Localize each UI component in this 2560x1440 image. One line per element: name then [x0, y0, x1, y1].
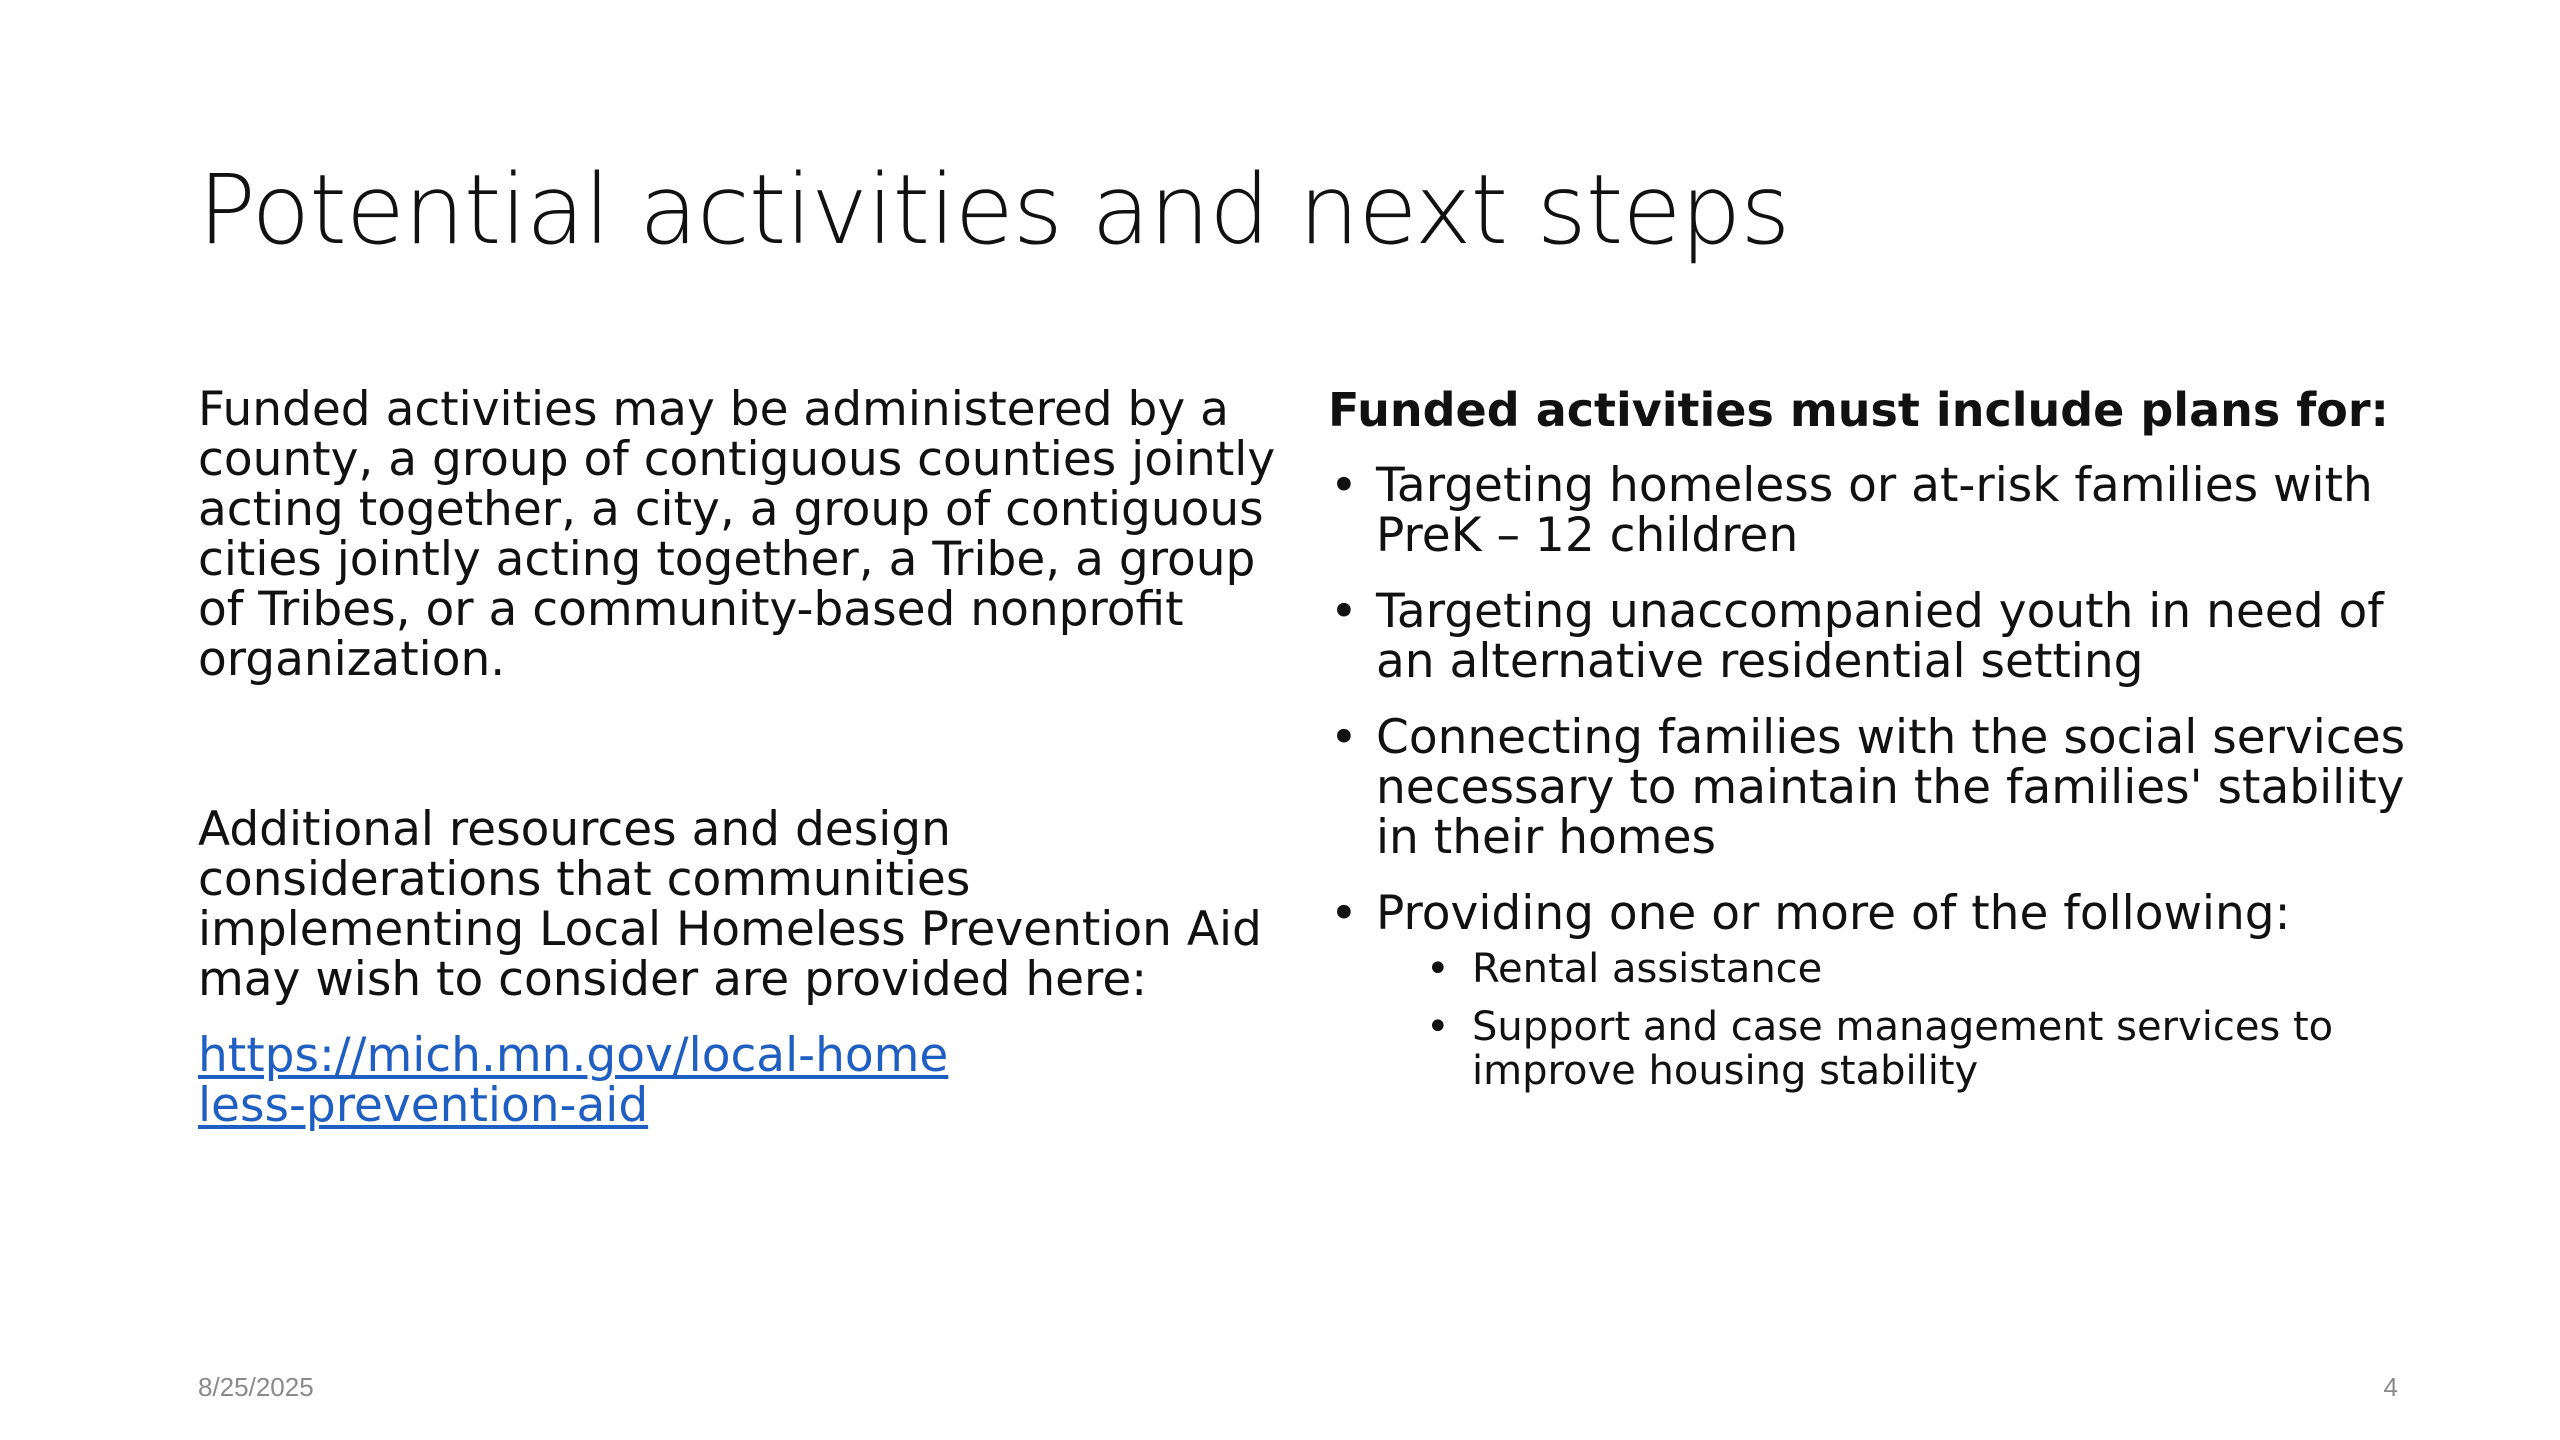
bullet-icon: •	[1330, 584, 1358, 639]
list-item-text: Targeting unaccompanied youth in need of an alternative residential setting	[1376, 584, 2384, 689]
sub-list-item	[1424, 1005, 2448, 1093]
left-column	[198, 382, 1278, 1133]
list-item-text: Connecting families with the social services necessary to maintain the families' stability in their homes	[1376, 710, 2406, 865]
list-item-text: Providing one or more of the following:	[1376, 886, 2291, 941]
sub-list-item-text: Support and case management services to improve housing stability	[1472, 1004, 2334, 1094]
right-column	[1328, 385, 2448, 1119]
list-item	[1328, 584, 2448, 689]
list-item-text: Targeting homeless or at-risk families with PreK – 12 children	[1376, 458, 2373, 563]
footer-date: 8/25/2025	[198, 1372, 314, 1402]
bullet-icon: •	[1426, 946, 1450, 992]
bullet-icon: •	[1330, 710, 1358, 765]
bullet-icon: •	[1330, 458, 1358, 513]
list-item	[1328, 458, 2448, 563]
list-item	[1328, 886, 2448, 1094]
sub-list-item-text: Rental assistance	[1472, 946, 1823, 992]
bullet-icon: •	[1330, 886, 1358, 941]
slide-title: Potential activities and next steps	[198, 154, 1790, 266]
resources-paragraph: Additional resources and design considerations that communities implementing Local Homeless Prevention Aid may wish to consider are provided here:	[198, 802, 1262, 1007]
requirements-heading: Funded activities must include plans for:	[1328, 383, 2389, 437]
administration-paragraph: Funded activities may be administered by a county, a group of contiguous counties jointly acting together, a city, a group of contiguous cities jointly acting together, a Tribe, a group of Tribes, or a community-based nonprofit organization.	[198, 382, 1276, 687]
resources-link[interactable]: https://mich.mn.gov/local-homeless-prevention-aid	[198, 1028, 949, 1133]
bullet-icon: •	[1426, 1004, 1450, 1050]
services-sublist	[1424, 947, 2448, 1093]
page-number: 4	[2383, 1372, 2398, 1402]
list-item	[1328, 710, 2448, 865]
sub-list-item	[1424, 947, 2448, 991]
requirements-list	[1328, 458, 2448, 1094]
